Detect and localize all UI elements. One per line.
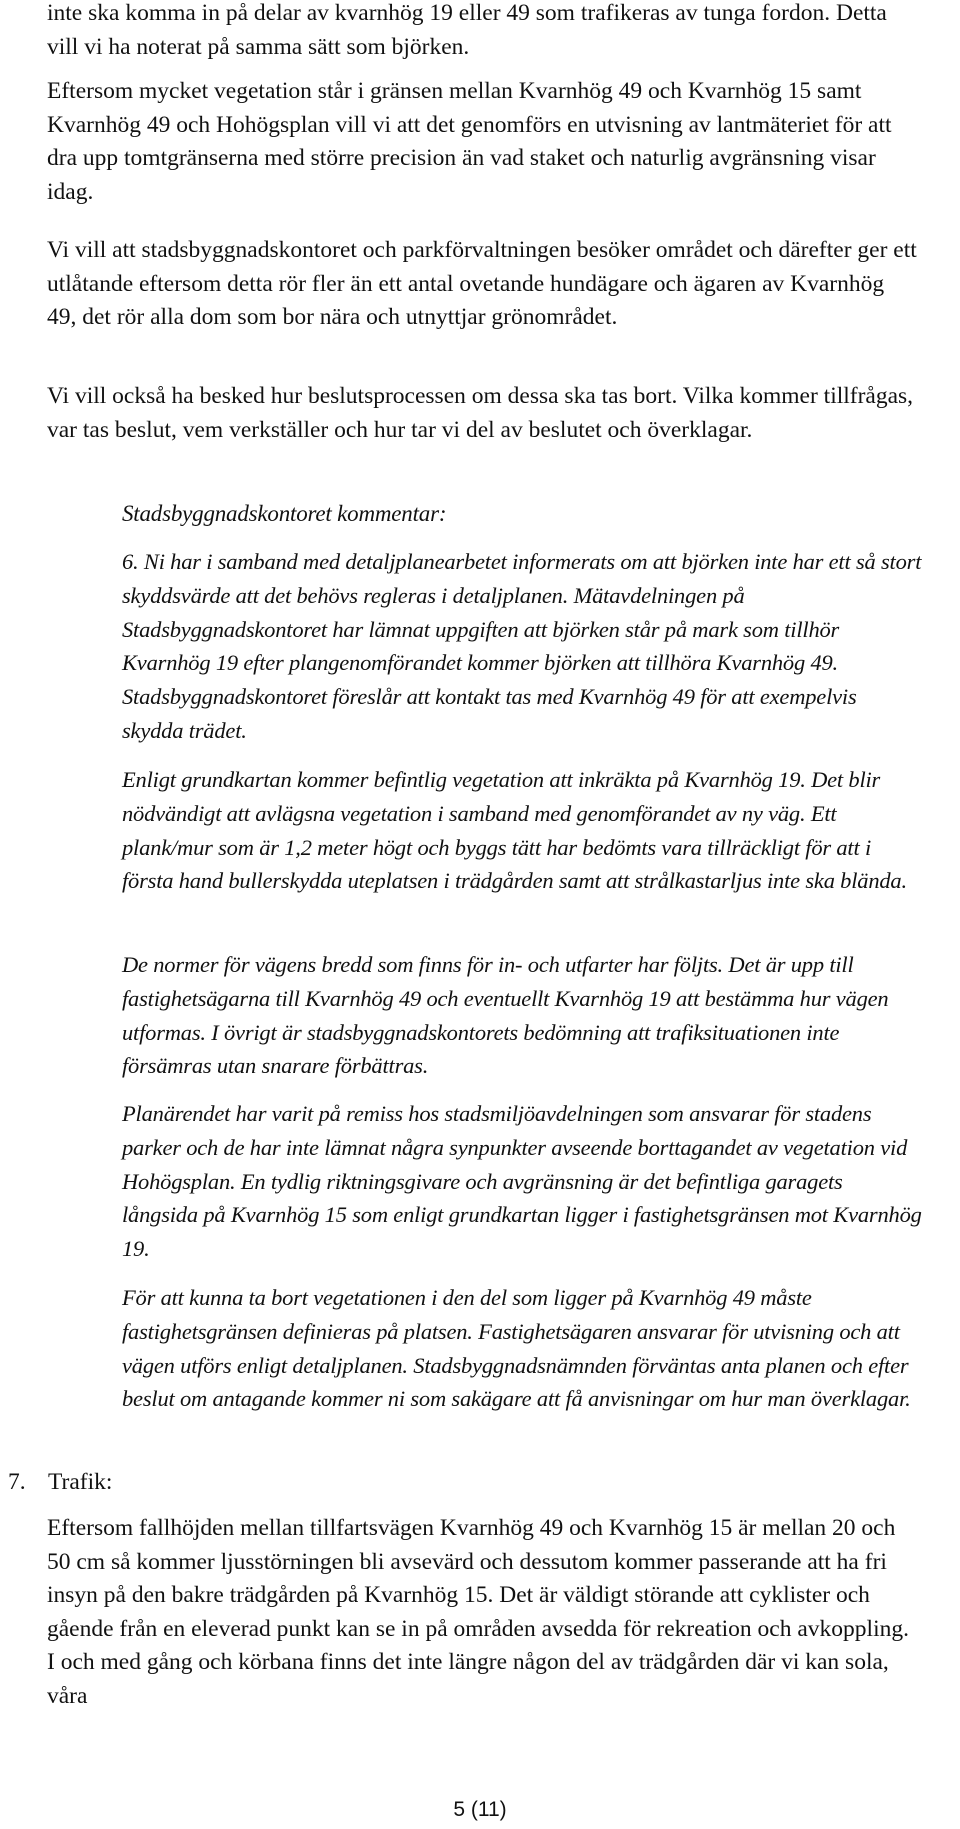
comment-paragraph-1: 6. Ni har i samband med detaljplanearbetet informerats om att björken inte har ett så stort skyddsvärde att det behövs regleras i detaljplanen. Mätavdelningen på Stadsbyggnadskontoret har lämnat uppgiften att björken står på mark som tillhör Kvarnhög 19 efter plangenomförandet kommer björken att tillhöra Kvarnhög 49. Stadsbyggnadskontoret föreslår att kontakt tas med Kvarnhög 49 för att exempelvis skydda trädet. [122, 549, 922, 743]
comment-paragraph-2: Enligt grundkartan kommer befintlig vegetation att inkräkta på Kvarnhög 19. Det blir nödvändigt att avlägsna vegetation i samband med genomförandet av ny väg. Ett plank/mur som är 1,2 meter högt och byggs tätt har bedömts vara tillräckligt för att i första hand bullerskydda uteplatsen i trädgården samt att strålkastarljus inte ska blända. [122, 767, 907, 894]
intro-paragraph-3: Vi vill att stadsbyggnadskontoret och parkförvaltningen besöker området och därefter ger ett utlåtande eftersom detta rör fler än ett antal ovetande hundägare och ägaren av Kvarnhög 49, det rör alla dom som bor nära och utnyttjar grönområdet. [47, 237, 917, 330]
intro-paragraph-1: inte ska komma in på delar av kvarnhög 19 eller 49 som trafikeras av tunga fordon. Detta vill vi ha noterat på samma sätt som björken. [47, 0, 887, 60]
section-heading [8, 1466, 112, 1499]
section-title: Trafik: [48, 1469, 113, 1495]
intro-paragraph-4: Vi vill också ha besked hur beslutsprocessen om dessa ska tas bort. Vilka kommer tillfrågas, var tas beslut, vem verkställer och hur tar vi del av beslutet och överklagar. [47, 383, 914, 443]
comment-paragraph-4: Planärendet har varit på remiss hos stadsmiljöavdelningen som ansvarar för stadens parker och de har inte lämnat några synpunkter avseende borttagandet av vegetation vid Hohögsplan. En tydlig riktningsgivare och avgränsning är det befintliga garagets långsida på Kvarnhög 15 som enligt grundkartan ligger i fastighetsgränsen mot Kvarnhög 19. [122, 1101, 922, 1262]
intro-paragraph-2: Eftersom mycket vegetation står i gränsen mellan Kvarnhög 49 och Kvarnhög 15 samt Kvarnhög 49 och Hohögsplan vill vi att det genomförs en utvisning av lantmäteriet för att dra upp tomtgränserna med större precision än vad staket och naturlig avgränsning visar idag. [47, 78, 892, 205]
section-paragraph: Eftersom fallhöjden mellan tillfartsvägen Kvarnhög 49 och Kvarnhög 15 är mellan 20 och 50 cm så kommer ljusstörningen bli avsevärd och dessutom kommer passerande att ha fri insyn på den bakre trädgården på Kvarnhög 15. Det är väldigt störande att cyklister och gående från en eleverad punkt kan se in på områden avsedda för rekreation och avkoppling. I och med gång och körbana finns det inte längre någon del av trädgården där vi kan sola, våra [47, 1515, 909, 1709]
comment-paragraph-3: De normer för vägens bredd som finns för in- och utfarter har följts. Det är upp till fastighetsägarna till Kvarnhög 49 och eventuellt Kvarnhög 19 att bestämma hur vägen utformas. I övrigt är stadsbyggnadskontorets bedömning att trafiksituationen inte försämras utan snarare förbättras. [122, 952, 889, 1079]
page-number: 5 (11) [453, 1798, 507, 1821]
comment-paragraph-5: För att kunna ta bort vegetationen i den del som ligger på Kvarnhög 49 måste fastighetsgränsen definieras på platsen. Fastighetsägaren ansvarar för utvisning och att vägen utförs enligt detaljplanen. Stadsbyggnadsnämnden förväntas anta planen och efter beslut om antagande kommer ni som sakägare att få anvisningar om hur man överklagar. [122, 1285, 911, 1412]
section-number: 7. [8, 1469, 26, 1495]
comment-heading: Stadsbyggnadskontoret kommentar: [122, 501, 447, 526]
